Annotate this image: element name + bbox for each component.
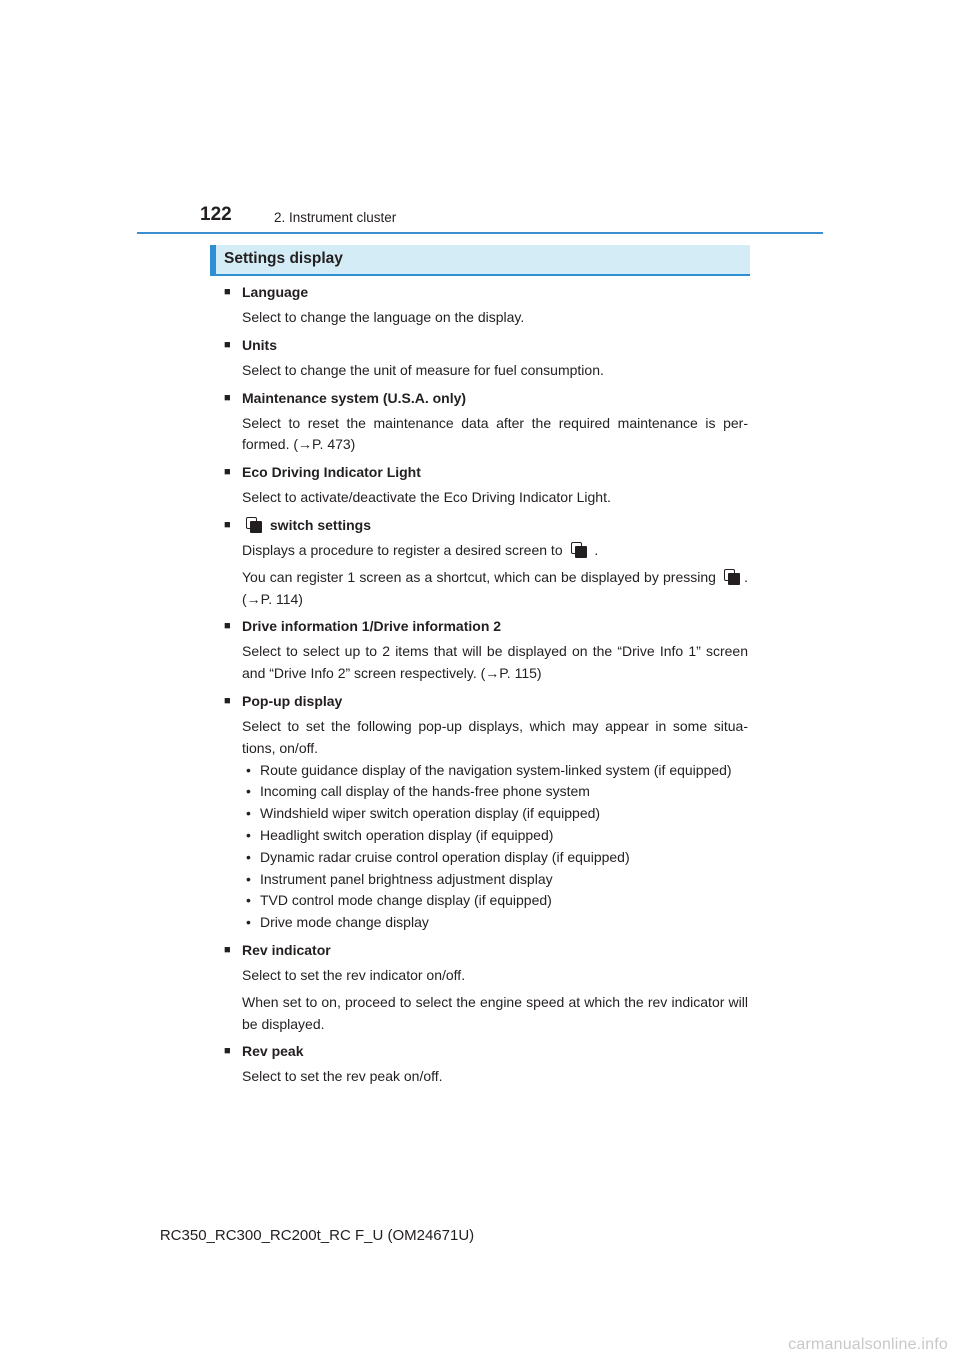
page-number: 122 [200, 204, 232, 225]
item-switch-settings [224, 514, 748, 610]
list-item: • Drive mode change display [246, 914, 429, 931]
desc-text-end: . [594, 541, 599, 558]
item-desc: Select to set the following pop-up displays, which may appear in some situa-tions, on/off. [242, 717, 748, 756]
popup-bullet-list [246, 760, 748, 934]
item-title: Language [242, 284, 309, 300]
item-title: Pop-up display [242, 692, 343, 709]
item-language [224, 281, 748, 329]
square-bullet-icon: ■ [224, 694, 231, 707]
watermark: carmanualsonline.info [788, 1336, 948, 1353]
item-desc: Select to change the unit of measure for fuel consumption. [242, 361, 604, 378]
list-item: • Headlight switch operation display (if equipped) [246, 826, 554, 843]
item-eco-driving [224, 461, 748, 509]
item-desc: Select to change the language on the display. [242, 309, 525, 325]
item-rev-indicator [224, 939, 748, 1035]
square-bullet-icon: ■ [224, 620, 231, 633]
chapter-title: 2. Instrument cluster [274, 210, 397, 225]
desc-text-end: . (→P. 114) [242, 568, 748, 607]
item-title: Drive information 1/Drive information 2 [242, 618, 502, 635]
item-units [224, 334, 748, 382]
square-bullet-icon: ■ [224, 286, 231, 298]
list-item: • Windshield wiper switch operation display (if equipped) [246, 805, 601, 822]
square-bullet-icon: ■ [224, 391, 231, 404]
square-bullet-icon: ■ [224, 466, 231, 479]
item-desc: Select to set the rev peak on/off. [242, 1068, 443, 1085]
item-title: Units [242, 336, 277, 353]
item-desc: When set to on, proceed to select the engine speed at which the rev indicator will be displayed. [242, 993, 748, 1032]
desc-text: You can register 1 screen as a shortcut, which can be displayed by pressing [242, 568, 716, 585]
item-desc: Select to select up to 2 items that will be displayed on the “Drive Info 1” screen and “Drive Info 2” screen respectively. (→P. 115) [242, 643, 748, 682]
section-title: Settings display [224, 250, 343, 267]
screen-switch-icon [245, 516, 263, 534]
list-item: • Route guidance display of the navigation system-linked system (if equipped) [246, 761, 732, 778]
item-desc: Select to set the rev indicator on/off. [242, 966, 466, 983]
item-desc [242, 567, 748, 611]
item-desc: Select to reset the maintenance data after the required maintenance is per-formed. (→P. 473) [242, 414, 748, 453]
item-title: Eco Driving Indicator Light [242, 464, 421, 481]
manual-footer: RC350_RC300_RC200t_RC F_U (OM24671U) [159, 1227, 475, 1244]
desc-text: Displays a procedure to register a desired screen to [242, 541, 563, 558]
item-popup-display [224, 690, 748, 934]
square-bullet-icon: ■ [224, 943, 231, 956]
header-rule [137, 232, 823, 234]
item-title: Rev peak [242, 1043, 304, 1060]
screen-switch-icon [723, 568, 741, 586]
list-item: • Dynamic radar cruise control operation display (if equipped) [246, 848, 630, 865]
list-item: • Instrument panel brightness adjustment display [246, 870, 553, 887]
square-bullet-icon: ■ [224, 518, 231, 531]
section-underline [210, 274, 750, 276]
list-item: • Incoming call display of the hands-free phone system [246, 783, 590, 800]
item-title: Rev indicator [242, 941, 331, 958]
list-item: • TVD control mode change display (if equipped) [246, 892, 552, 909]
item-maintenance [224, 387, 748, 457]
item-title: Maintenance system (U.S.A. only) [242, 389, 467, 406]
item-title: switch settings [269, 516, 372, 533]
item-desc [242, 540, 748, 562]
settings-list [224, 281, 748, 1093]
screen-switch-icon [570, 541, 588, 559]
item-drive-information [224, 615, 748, 685]
section-header [210, 245, 750, 274]
item-desc: Select to activate/deactivate the Eco Driving Indicator Light. [242, 489, 611, 506]
item-rev-peak [224, 1040, 748, 1088]
square-bullet-icon: ■ [224, 1045, 231, 1058]
square-bullet-icon: ■ [224, 338, 231, 351]
